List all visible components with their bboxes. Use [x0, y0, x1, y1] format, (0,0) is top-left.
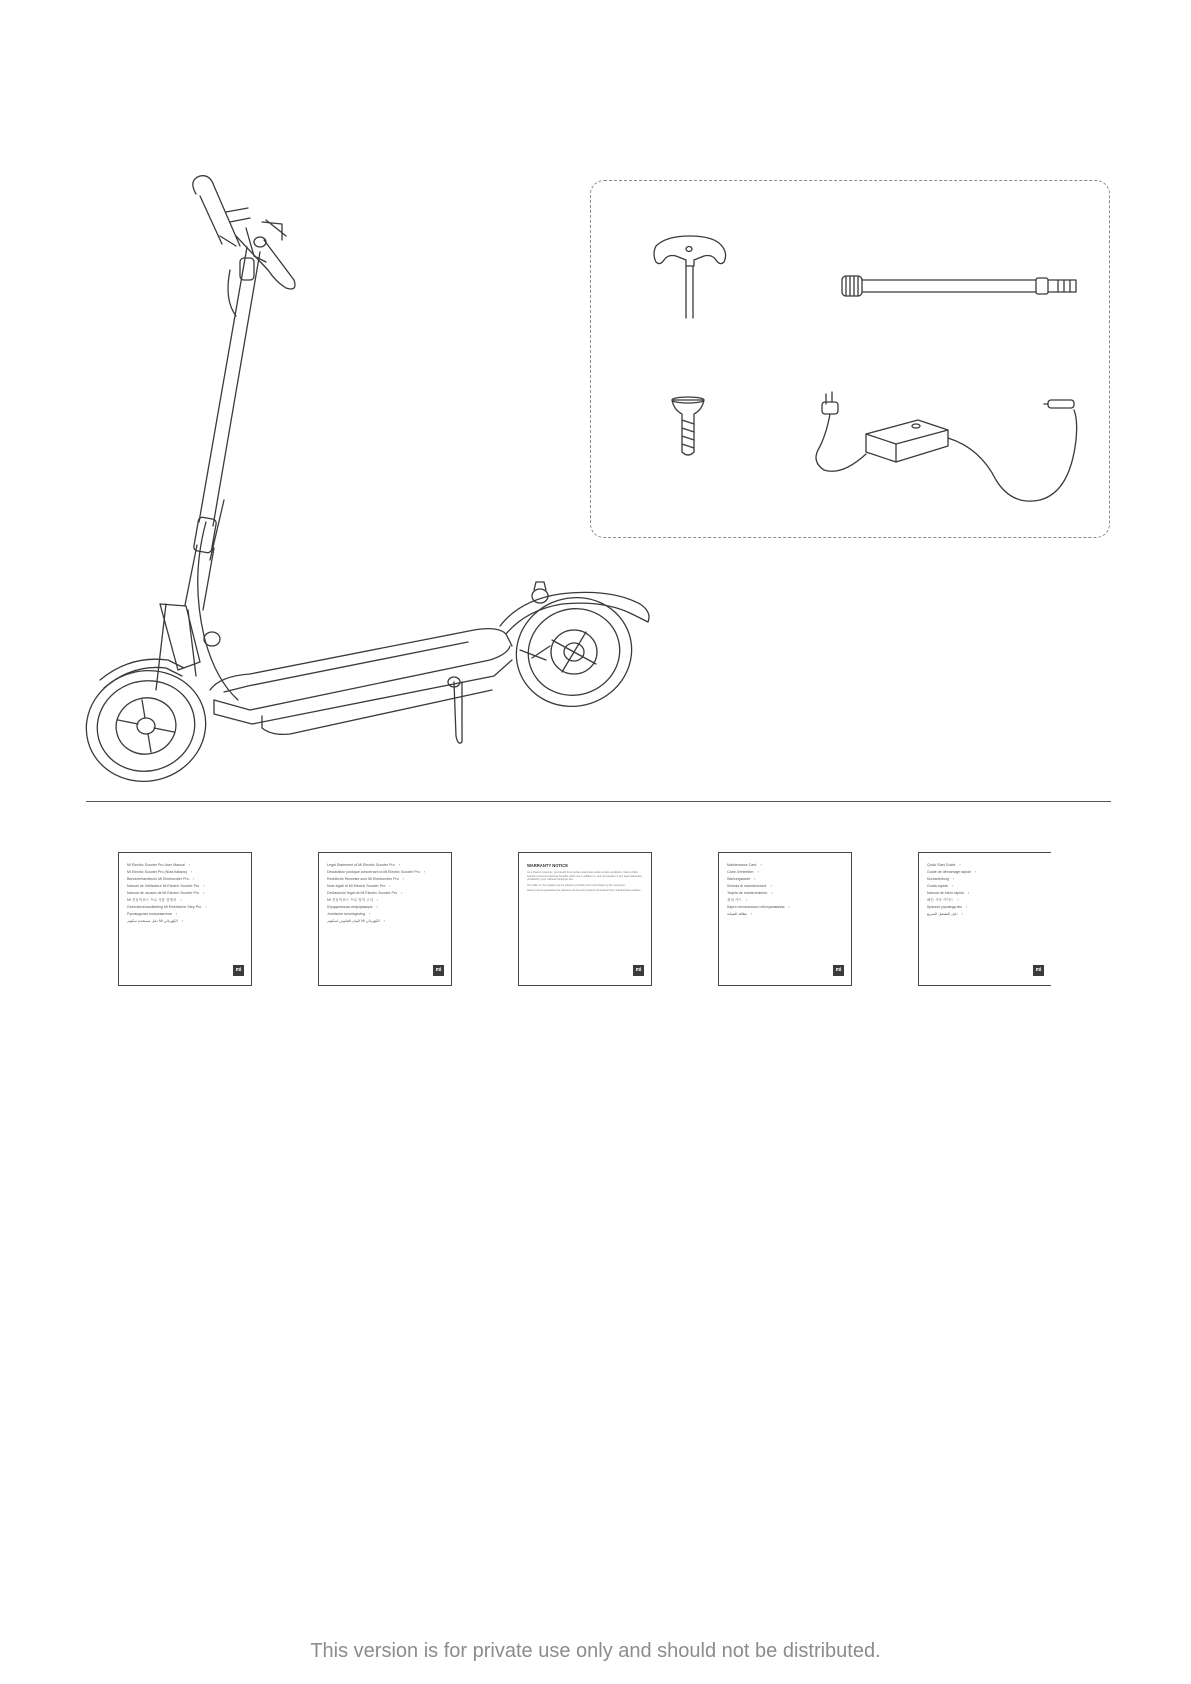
manual-line: Mi 전동킥보드 프로 법적 고지: [327, 898, 373, 902]
legal-statement-lines: Legal Statement of Mi Electric Scooter Pro › Déclaration juridique concernant la Mi Electric Scooter Pro › Rechtliche Hinweise zum Mi Elektroroller Pro › Note legali di Mi Electric Scooter Pro › Declaración legal de Mi Electric Scooter Pro › Mi 전동킥보드 프로 법적 고지 › Юридическая информация › Juridische kennisgeving › البيان القانوني لسكوتر Mi الكهربائي ›: [327, 863, 426, 923]
warranty-heading: WARRANTY NOTICE: [527, 863, 569, 868]
front-fork: [100, 604, 200, 690]
manual-line: Tarjeta de mantenimiento: [727, 891, 768, 895]
manual-line: Руководство пользователя: [127, 912, 172, 916]
user-manual-card: [118, 852, 252, 986]
warranty-paragraph: The seller or the reseller may be asked to provide proof of purchase by the consumer.: [527, 883, 626, 887]
manual-line: Manuel de l'utilisateur Mi Electric Scooter Pro: [127, 884, 200, 888]
manual-line: Note legali di Mi Electric Scooter Pro: [327, 884, 386, 888]
section-divider: [86, 801, 1111, 802]
manual-line: Guide de démarrage rapide: [927, 870, 971, 874]
manual-line: Mi Electric Scooter Pro (Nota Italiano): [127, 870, 188, 874]
mi-logo-icon: mi: [833, 965, 844, 976]
manual-line: Juridische kennisgeving: [327, 912, 366, 916]
manual-line: Карта технического обслуживания: [727, 905, 785, 909]
manual-line: Gebruikershandleiding Mi Elektrische Step Pro: [127, 905, 202, 909]
manual-line: Kurzanleitung: [927, 877, 949, 881]
manual-line: Wartungskarte: [727, 877, 751, 881]
accessories-box: [590, 180, 1110, 538]
manual-line: 정비 카드: [727, 898, 742, 902]
manual-line: Quick Start Guide: [927, 863, 956, 867]
handlebar: [193, 176, 295, 316]
manual-line: Mi 전동킥보드 프로 사용 설명서: [127, 898, 177, 902]
quick-start-guide-lines: Quick Start Guide › Guide de démarrage rapide › Kurzanleitung › Guida rapida › Manual de inicio rápido › 빠른 시작 가이드 › Краткое руководство › دليل التشغيل السريع ›: [927, 863, 977, 916]
front-wheel: [74, 657, 218, 794]
manual-line: Maintenance Card: [727, 863, 757, 867]
steering-stem: [185, 247, 260, 700]
manual-line: Declaración legal de Mi Electric Scooter Pro: [327, 891, 398, 895]
user-manual-lines: Mi Electric Scooter Pro User Manual › Mi Electric Scooter Pro (Nota Italiano) › Benutzerhandbuch Mi Elektroroller Pro › Manuel de l'utilisateur Mi Electric Scooter Pro › Manual de usuario de Mi Electric Scooter Pro › Mi 전동킥보드 프로 사용 설명서 › Gebruikershandleiding Mi Elektrische Step Pro › Руководство пользователя › دليل مستخدم سكوتر Mi الكهربائي ›: [127, 863, 207, 923]
warranty-paragraph: Xiaomi cannot guarantee the warranty services for products purchased from unauthorized resellers.: [527, 889, 642, 893]
manual-line: Guida rapida: [927, 884, 948, 888]
distribution-notice: This version is for private use only and should not be distributed.: [310, 1640, 881, 1662]
manual-line: دليل مستخدم سكوتر Mi الكهربائي: [127, 919, 178, 923]
warranty-notice-card: [518, 852, 652, 986]
kickstand: [448, 677, 462, 743]
maintenance-card-lines: Maintenance Card › Carte d'entretien › Wartungskarte › Scheda di manutenzione › Tarjeta de mantenimiento › 정비 카드 › Карта технического обслуживания › بطاقة الصيانة ›: [727, 863, 790, 916]
rear-wheel: [500, 582, 649, 721]
manual-line: Carte d'entretien: [727, 870, 754, 874]
manual-line: 빠른 시작 가이드: [927, 898, 954, 902]
manual-line: Déclaration juridique concernant la Mi Electric Scooter Pro: [327, 870, 420, 874]
warranty-paragraph: As a Xiaomi customer, you benefit from certain warranties under certain conditions. Xiaomi offers specific consumer warranty benefits which are in addition to, and not instead of, any legal warranties provided by your national consumer law.: [527, 871, 643, 882]
mi-logo-icon: mi: [433, 965, 444, 976]
manual-line: Manual de usuario de Mi Electric Scooter Pro: [127, 891, 200, 895]
legal-statement-card: [318, 852, 452, 986]
manual-line: البيان القانوني لسكوتر Mi الكهربائي: [327, 919, 380, 923]
mi-logo-icon: mi: [233, 965, 244, 976]
manual-line: بطاقة الصيانة: [727, 912, 748, 916]
manual-line: Rechtliche Hinweise zum Mi Elektroroller Pro: [327, 877, 399, 881]
electric-scooter-illustration: [74, 176, 649, 795]
manual-line: Legal Statement of Mi Electric Scooter Pro: [327, 863, 395, 867]
manual-line: Юридическая информация: [327, 905, 373, 909]
manual-line: Краткое руководство: [927, 905, 962, 909]
manual-line: Scheda di manutenzione: [727, 884, 767, 888]
manual-line: Benutzerhandbuch Mi Elektroroller Pro: [127, 877, 189, 881]
maintenance-card: [718, 852, 852, 986]
quick-start-guide-card: [918, 852, 1051, 986]
warranty-notice-text: [527, 862, 643, 893]
manual-line: Mi Electric Scooter Pro User Manual: [127, 863, 185, 867]
mi-logo-icon: mi: [633, 965, 644, 976]
manual-line: Manual de inicio rápido: [927, 891, 964, 895]
manual-line: دليل التشغيل السريع: [927, 912, 958, 916]
mi-logo-icon: mi: [1033, 965, 1044, 976]
deck: [210, 629, 512, 735]
